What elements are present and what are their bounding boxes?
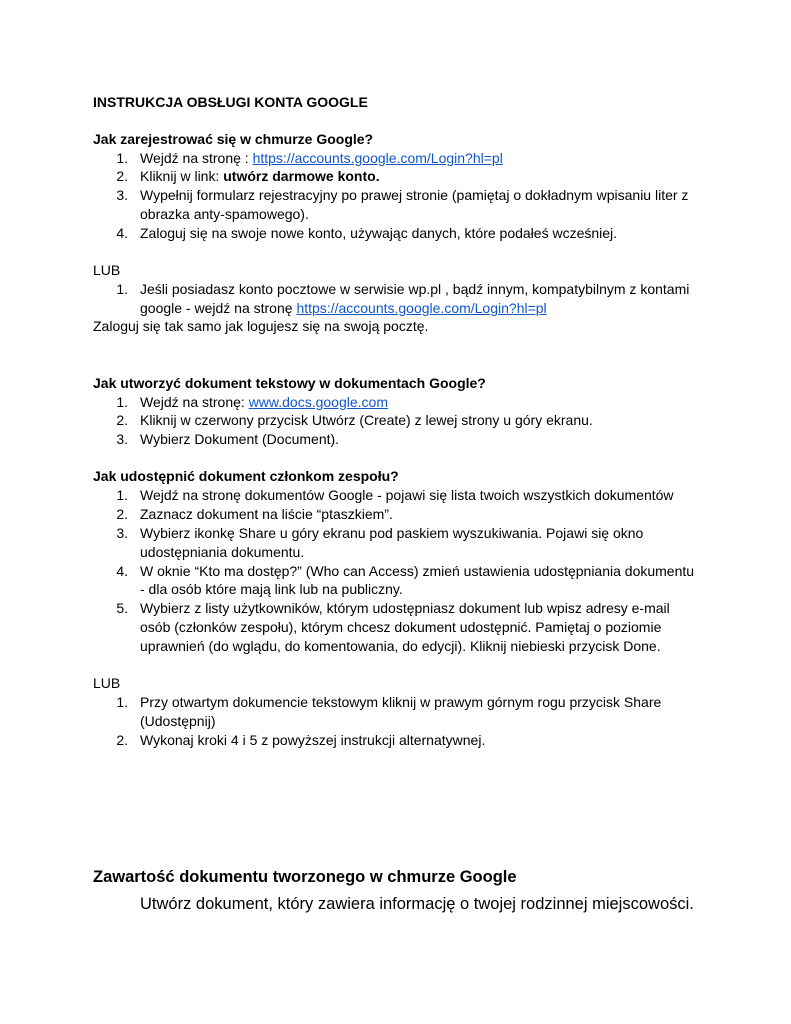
list-item-continued: udostępniania dokumentu. [140,544,305,560]
list-item: Wejdź na stronę dokumentów Google - pojawi się lista twoich wszystkich dokumentów [140,487,674,503]
list-item: Wybierz Dokument (Document). [140,431,340,447]
list-number: 1. [116,487,128,503]
list-number: 3. [116,187,128,203]
list-item-continued: - dla osób które mają link lub na publiczny. [140,581,403,597]
list-item: Wybierz z listy użytkowników, którym udostępniasz dokument lub wpisz adresy e-mail [140,600,670,616]
list-number: 4. [116,563,128,579]
list-item: Zaloguj się na swoje nowe konto, używając danych, które podałeś wcześniej. [140,225,618,241]
list-number: 2. [116,168,128,184]
list-item: Wejdź na stronę : https://accounts.google.com/Login?hl=pl [140,150,503,166]
section-heading-share-doc: Jak udostępnić dokument członkom zespołu? [93,468,399,484]
list-number: 1. [116,150,128,166]
list-item: Wybierz ikonkę Share u góry ekranu pod paskiem wyszukiwania. Pojawi się okno [140,525,644,541]
list-item: Kliknij w link: utwórz darmowe konto. [140,168,380,184]
list-number: 5. [116,600,128,616]
section-heading-register: Jak zarejestrować się w chmurze Google? [93,131,374,147]
or-separator: LUB [93,675,121,691]
list-number: 2. [116,506,128,522]
list-item-continued: google - wejdź na stronę https://accounts.google.com/Login?hl=pl [140,300,547,316]
list-number: 1. [116,694,128,710]
list-item: Wejdź na stronę: www.docs.google.com [140,394,388,410]
section-heading-create-doc: Jak utworzyć dokument tekstowy w dokumentach Google? [93,375,486,391]
list-item: Wypełnij formularz rejestracyjny po prawej stronie (pamiętaj o dokładnym wpisaniu liter z [140,187,689,203]
list-item: Jeśli posiadasz konto pocztowe w serwisie wp.pl , bądź innym, kompatybilnym z kontami [140,281,690,297]
list-item-continued: (Udostępnij) [140,713,216,729]
accounts-google-link[interactable]: https://accounts.google.com/Login?hl=pl [296,300,547,316]
list-number: 4. [116,225,128,241]
list-item-continued: obrazka anty-spamowego). [140,206,309,222]
document-title: INSTRUKCJA OBSŁUGI KONTA GOOGLE [93,94,368,110]
list-number: 1. [116,281,128,297]
list-item: Kliknij w czerwony przycisk Utwórz (Create) z lewej strony u góry ekranu. [140,412,593,428]
section-heading-content: Zawartość dokumentu tworzonego w chmurze Google [93,868,517,886]
list-item-continued: uprawnień (do wglądu, do komentowania, do edycji). Kliknij niebieski przycisk Done. [140,638,661,654]
list-number: 3. [116,525,128,541]
list-number: 1. [116,394,128,410]
list-item: Wykonaj kroki 4 i 5 z powyższej instrukcji alternatywnej. [140,732,486,748]
paragraph: Zaloguj się tak samo jak logujesz się na swoją pocztę. [93,318,429,334]
list-number: 3. [116,431,128,447]
list-item-continued: osób (członków zespołu), którym chcesz dokument udostępnić. Pamiętaj o poziomie [140,619,662,635]
accounts-google-link[interactable]: https://accounts.google.com/Login?hl=pl [252,150,503,166]
or-separator: LUB [93,262,121,278]
list-item: Przy otwartym dokumencie tekstowym kliknij w prawym górnym rogu przycisk Share [140,694,662,710]
list-item: Zaznacz dokument na liście “ptaszkiem”. [140,506,393,522]
list-item: W oknie “Kto ma dostęp?” (Who can Access) zmień ustawienia udostępniania dokumentu [140,563,695,579]
list-number: 2. [116,732,128,748]
paragraph: Utwórz dokument, który zawiera informację o twojej rodzinnej miejscowości. [140,895,694,913]
docs-google-link[interactable]: www.docs.google.com [248,394,388,410]
list-number: 2. [116,412,128,428]
